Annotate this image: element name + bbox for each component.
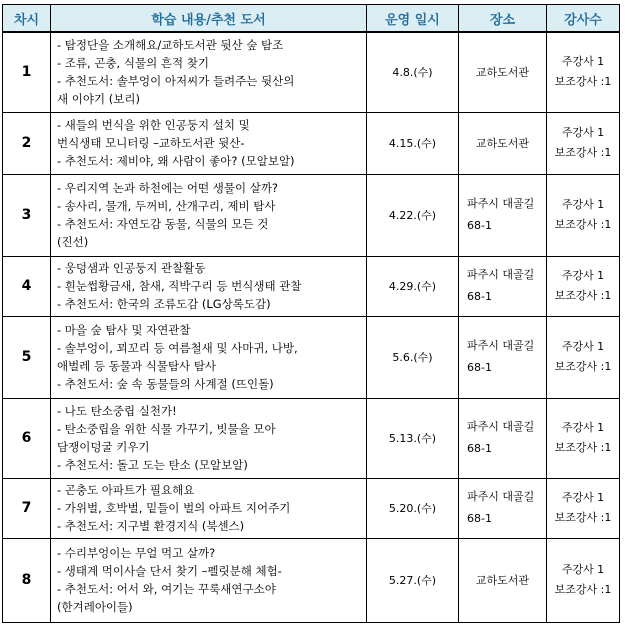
- content-cell: [51, 112, 367, 174]
- staff-line: 주강사 1: [561, 198, 605, 211]
- header-staff: 강사수: [547, 5, 620, 33]
- staff-cell: [547, 538, 620, 622]
- content-cell: [51, 256, 367, 316]
- table-row: [3, 538, 620, 622]
- content-cell: [51, 398, 367, 478]
- place-line: 파주시 대골길: [467, 420, 535, 433]
- header-session: 차시: [3, 5, 51, 33]
- content-line: (한겨레아이들): [57, 600, 133, 614]
- place-line: 파주시 대골길: [467, 197, 535, 210]
- content-line: - 생태계 먹이사슬 단서 찾기 –펠릿분해 체험-: [57, 564, 282, 578]
- content-line: - 추천도서: 지구별 환경지식 (북센스): [57, 519, 245, 533]
- place-line: 68-1: [467, 361, 492, 374]
- staff-cell: [547, 316, 620, 398]
- table-row: [3, 256, 620, 316]
- staff-cell: [547, 478, 620, 538]
- content-cell: [51, 478, 367, 538]
- content-line: 애벌레 등 동물과 식물탐사 탐사: [57, 359, 217, 373]
- content-cell: [51, 174, 367, 256]
- place-line: 68-1: [467, 442, 492, 455]
- staff-line: 주강사 1: [561, 421, 605, 434]
- session-number: 8: [3, 538, 51, 622]
- staff-line: 보조강사 :1: [554, 146, 612, 159]
- place-line: 68-1: [467, 512, 492, 525]
- session-date: 5.20.(수): [367, 478, 459, 538]
- content-line: 번식생태 모니터링 –교하도서관 뒷산-: [57, 136, 245, 150]
- table-body: [3, 32, 620, 622]
- place-cell: [459, 478, 547, 538]
- session-number: 6: [3, 398, 51, 478]
- content-line: - 추천도서: 제비야, 왜 사람이 좋아? (모알보알): [57, 154, 295, 168]
- place-cell: [459, 174, 547, 256]
- place-line: 파주시 대골길: [467, 339, 535, 352]
- place-cell: [459, 256, 547, 316]
- header-row: [3, 5, 620, 33]
- staff-line: 주강사 1: [561, 563, 605, 576]
- content-line: - 웅덩샘과 인공둥지 관찰활동: [57, 261, 206, 275]
- content-line: - 나도 탄소중립 실천가!: [57, 404, 177, 418]
- staff-cell: [547, 174, 620, 256]
- content-cell: [51, 538, 367, 622]
- staff-line: 보조강사 :1: [554, 511, 612, 524]
- staff-line: 보조강사 :1: [554, 583, 612, 596]
- header-place: 장소: [459, 5, 547, 33]
- content-line: - 가위벌, 호박벌, 밑들이 벌의 아파트 지어주기: [57, 501, 291, 515]
- place-cell: [459, 32, 547, 112]
- staff-cell: [547, 398, 620, 478]
- place-cell: [459, 538, 547, 622]
- place-cell: [459, 398, 547, 478]
- content-line: - 새들의 번식을 위한 인공둥지 설치 및: [57, 118, 250, 132]
- session-date: 4.29.(수): [367, 256, 459, 316]
- session-date: 5.6.(수): [367, 316, 459, 398]
- session-number: 7: [3, 478, 51, 538]
- content-line: - 탄소중립을 위한 식물 가꾸기, 빗물을 모아: [57, 422, 276, 436]
- content-line: - 우리지역 논과 하천에는 어떤 생물이 살까?: [57, 181, 279, 195]
- content-line: - 수리부엉이는 무얼 먹고 살까?: [57, 546, 216, 560]
- content-line: - 추천도서: 자연도감 동물, 식물의 모든 것: [57, 217, 269, 231]
- staff-cell: [547, 32, 620, 112]
- place-line: 파주시 대골길: [467, 268, 535, 281]
- content-cell: [51, 32, 367, 112]
- session-date: 4.8.(수): [367, 32, 459, 112]
- staff-line: 주강사 1: [561, 126, 605, 139]
- table-row: [3, 478, 620, 538]
- header-content: 학습 내용/추천 도서: [51, 5, 367, 33]
- staff-line: 주강사 1: [561, 55, 605, 69]
- table-row: [3, 398, 620, 478]
- place-line: 교하도서관: [475, 137, 530, 150]
- staff-line: 보조강사 :1: [554, 218, 612, 231]
- content-line: 새 이야기 (보리): [57, 92, 140, 107]
- staff-line: 보조강사 :1: [554, 75, 612, 89]
- staff-cell: [547, 256, 620, 316]
- content-line: - 곤충도 아파트가 필요해요: [57, 483, 195, 497]
- staff-cell: [547, 112, 620, 174]
- place-cell: [459, 112, 547, 174]
- staff-line: 주강사 1: [561, 491, 605, 504]
- content-line: - 추천도서: 솔부엉이 아저씨가 들려주는 뒷산의: [57, 74, 295, 89]
- place-cell: [459, 316, 547, 398]
- session-date: 5.27.(수): [367, 538, 459, 622]
- content-line: - 흰눈썹황금새, 참새, 직박구리 등 번식생태 관찰: [57, 279, 302, 293]
- table-row: [3, 32, 620, 112]
- session-number: 5: [3, 316, 51, 398]
- place-line: 파주시 대골길: [467, 490, 535, 503]
- place-line: 68-1: [467, 290, 492, 303]
- content-line: - 추천도서: 숲 속 동물들의 사계절 (뜨인돌): [57, 377, 274, 391]
- content-line: - 마을 숲 탐사 및 자연관찰: [57, 323, 191, 337]
- session-date: 5.13.(수): [367, 398, 459, 478]
- content-line: (진선): [57, 235, 89, 249]
- place-line: 교하도서관: [475, 574, 530, 587]
- session-date: 4.15.(수): [367, 112, 459, 174]
- place-line: 68-1: [467, 219, 492, 232]
- content-line: - 추천도서: 돌고 도는 탄소 (모알보알): [57, 458, 248, 472]
- table-row: [3, 174, 620, 256]
- content-line: - 추천도서: 한국의 조류도감 (LG상록도감): [57, 297, 271, 311]
- content-cell: [51, 316, 367, 398]
- session-number: 2: [3, 112, 51, 174]
- staff-line: 주강사 1: [561, 269, 605, 282]
- session-date: 4.22.(수): [367, 174, 459, 256]
- table-row: [3, 316, 620, 398]
- table-row: [3, 112, 620, 174]
- content-line: 담쟁이덩굴 키우기: [57, 440, 150, 454]
- session-number: 3: [3, 174, 51, 256]
- content-line: - 솔부엉이, 꾀꼬리 등 여름철새 및 사마귀, 나방,: [57, 341, 298, 355]
- program-schedule-table: [2, 4, 620, 623]
- content-line: - 탐정단을 소개해요/교하도서관 뒷산 숲 탐조: [57, 38, 284, 53]
- content-line: - 추천도서: 어서 와, 여기는 꾸룩새연구소야: [57, 582, 276, 596]
- staff-line: 주강사 1: [561, 340, 605, 353]
- staff-line: 보조강사 :1: [554, 441, 612, 454]
- content-line: - 조류, 곤충, 식물의 흔적 찾기: [57, 56, 209, 71]
- place-line: 교하도서관: [475, 66, 530, 80]
- session-number: 4: [3, 256, 51, 316]
- staff-line: 보조강사 :1: [554, 360, 612, 373]
- content-line: - 송사리, 물개, 두꺼비, 산개구리, 제비 탐사: [57, 199, 276, 213]
- staff-line: 보조강사 :1: [554, 289, 612, 302]
- header-date: 운영 일시: [367, 5, 459, 33]
- session-number: 1: [3, 32, 51, 112]
